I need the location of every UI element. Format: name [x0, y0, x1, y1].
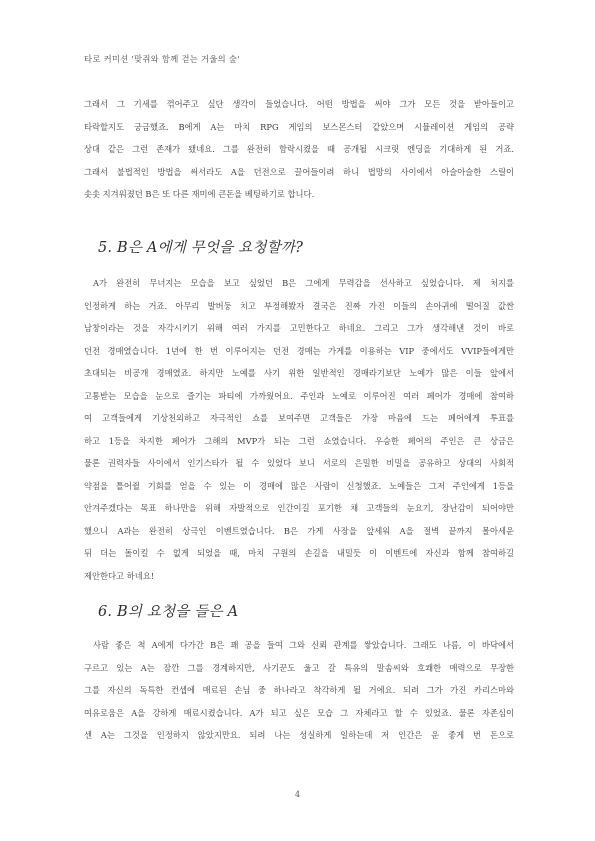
- text-line: 남창이라는 것을 자각시키기 위해 여러 가지를 고민한다고 하네요. 그리고 그가 생각해낸 것이 바로: [84, 323, 514, 333]
- text-line: A가 완전히 무너지는 모습을 보고 싶었던 B은 그에게 무력감을 선사하고 싶었습니다. 제 처지를: [93, 278, 514, 288]
- text-line: 물론 권력자들 사이에서 인기스타가 될 수 있었다 보니 서로의 은밀한 비밀을 공유하고 상대의 사회적: [84, 458, 514, 468]
- text-line: 고통받는 모습을 눈으로 즐기는 파티에 가까웠어요. 주인과 노예로 이루어진 여러 페어가 경매에 참여하: [84, 390, 514, 401]
- paragraph-intro: [84, 93, 514, 206]
- text-line: 상대 같은 그런 존재가 됐네요. 그를 완전히 함락시켰을 때 공개될 시크릿 엔딩을 기대하게 된 거죠.: [84, 144, 514, 154]
- text-line: 초대되는 비공개 경매였죠. 하지만 노예를 사기 위한 일반적인 경매라기보단 노예가 많은 이들 앞에서: [84, 368, 514, 378]
- section-heading-5: 5. B은 A에게 무엇을 요청할까?: [98, 240, 304, 256]
- text-line: 인정하게 하는 거죠. 아무리 발버둥 치고 부정해봤자 결국은 진짜 가진 이들의 손아귀에 떨어질 값싼: [84, 300, 514, 311]
- running-header: 타로 커미션 '맞쥐와 함께 걷는 거울의 숲': [84, 54, 240, 64]
- section-heading-6: 6. B의 요청을 들은 A: [98, 604, 239, 620]
- text-line: 여유로움은 A을 강하게 매료시켰습니다. A가 되고 싶은 모습 그 자체라고 할 수 있었죠. 물론 자존심이: [84, 707, 514, 718]
- paragraph-section-5: [84, 272, 514, 587]
- text-line: 센 A는 그것을 인정하지 않았지만요. 되려 나는 성실하게 일하는데 저 인간은 운 좋게 번 돈으로: [84, 730, 514, 740]
- text-line: 그를 자신의 독특한 컨셉에 매료된 손님 중 하나라고 착각하게 될 거에요. 되려 그가 가진 카리스마와: [84, 685, 514, 695]
- text-line: 솟솟 지겨워졌던 B은 또 다른 재미에 큰돈을 베팅하기로 합니다.: [84, 189, 315, 199]
- text-line: 그래서 불법적인 방법을 써서라도 A을 던전으로 끌어들이려 하니 법망의 사이에서 아슬아슬한 스릴이: [84, 166, 514, 177]
- text-line: 하고 1등을 차지한 페어가 그해의 MVP가 되는 그런 쇼였습니다. 우승한 페어의 주인은 큰 상금은: [84, 435, 514, 446]
- text-line: 뒤 더는 돌이킬 수 없게 되었을 때, 마치 구원의 손길을 내밀듯 이 이벤트에 자신과 함께 참여하길: [84, 548, 514, 558]
- text-line: 구르고 있는 A는 잠깐 그를 경계하지만, 사기꾼도 울고 갈 특유의 말솜씨와 호쾌한 매력으로 무장한: [84, 662, 514, 673]
- text-line: 했으니 A과는 완전히 상극인 이벤트였습니다. B은 가게 사장을 앞세워 A을 절벽 끝까지 몰아세운: [84, 525, 514, 536]
- text-line: 던전 경매였습니다. 1년에 한 번 이루어지는 던전 경매는 가게를 이용하는 VIP 중에서도 VVIP들에게만: [84, 345, 514, 356]
- text-line: 약점을 틀어쥘 기회를 얻을 수 있는 이 경매에 많은 사람이 신청했죠. 노예들은 그저 주인에게 1등을: [84, 480, 514, 491]
- paragraph-section-6: [84, 634, 514, 747]
- text-line: 타락할지도 궁금했죠. B에게 A는 마치 RPG 게임의 보스몬스터 같았으며 시뮬레이션 게임의 공략: [84, 121, 514, 132]
- text-line: 그래서 그 기세를 꺾어주고 싶단 생각이 들었습니다. 어떤 방법을 써야 그가 모든 것을 받아들이고: [84, 99, 514, 109]
- text-line: 여 고객들에게 기상천외하고 자극적인 쇼를 보여주면 고객들은 가장 마음에 드는 페어에게 투표를: [84, 413, 514, 423]
- text-line: 제안한다고 하네요!: [84, 570, 155, 581]
- page-number: 4: [294, 790, 301, 799]
- text-line: 사람 좋은 척 A에게 다가간 B은 꽤 공을 들여 그와 신뢰 관계를 쌓았습니다. 그래도 나름, 이 바닥에서: [93, 640, 514, 650]
- text-line: 안겨주겠다는 목표 하나만을 위해 자발적으로 인간이길 포기한 채 고객들의 눈요기, 장난감이 되어야만: [84, 503, 514, 513]
